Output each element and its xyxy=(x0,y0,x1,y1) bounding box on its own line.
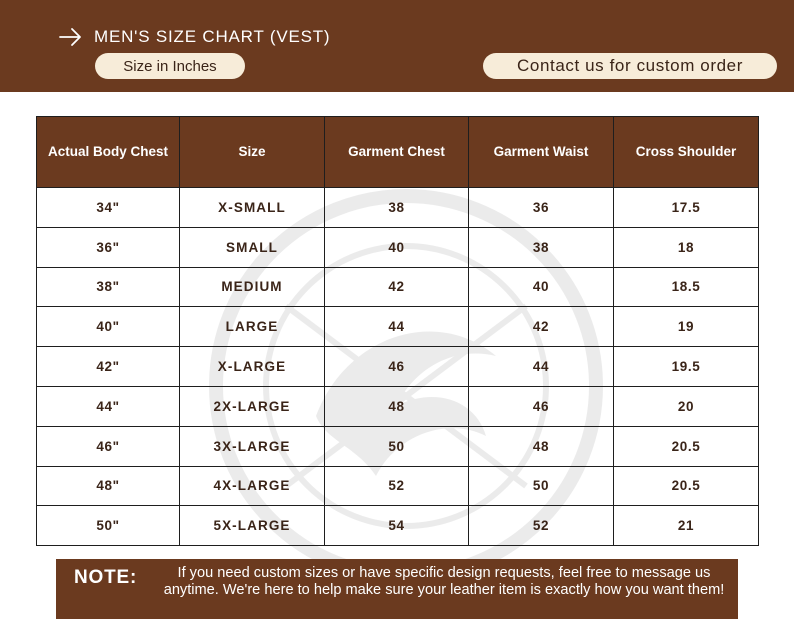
table-row xyxy=(37,227,759,267)
unit-badge: Size in Inches xyxy=(95,53,245,79)
cell-size: X-LARGE xyxy=(180,347,325,387)
cell-garment-waist: 36 xyxy=(469,188,614,228)
cell-size: 4X-LARGE xyxy=(180,466,325,506)
header-cross-shoulder: Cross Shoulder xyxy=(614,117,759,188)
contact-custom-order-button[interactable]: Contact us for custom order xyxy=(483,53,777,79)
cell-garment-chest: 44 xyxy=(325,307,469,347)
cell-garment-chest: 54 xyxy=(325,506,469,546)
cell-body-chest: 34" xyxy=(37,188,180,228)
note-text: If you need custom sizes or have specific design requests, feel free to message us anytime. We're here to help make sure your leather item is exactly how you want them! xyxy=(163,565,725,598)
header-banner xyxy=(0,0,794,92)
cell-cross-shoulder: 21 xyxy=(614,506,759,546)
cell-garment-waist: 46 xyxy=(469,386,614,426)
cell-cross-shoulder: 17.5 xyxy=(614,188,759,228)
cell-cross-shoulder: 18.5 xyxy=(614,267,759,307)
arrow-right-icon xyxy=(58,24,84,50)
table-row xyxy=(37,386,759,426)
cell-size: 3X-LARGE xyxy=(180,426,325,466)
header-size: Size xyxy=(180,117,325,188)
table-row xyxy=(37,506,759,546)
table-row xyxy=(37,426,759,466)
table-row xyxy=(37,188,759,228)
header-garment-chest: Garment Chest xyxy=(325,117,469,188)
table-row xyxy=(37,267,759,307)
cell-garment-chest: 42 xyxy=(325,267,469,307)
header-garment-waist: Garment Waist xyxy=(469,117,614,188)
cell-size: LARGE xyxy=(180,307,325,347)
header-actual-body-chest: Actual Body Chest xyxy=(37,117,180,188)
cell-size: MEDIUM xyxy=(180,267,325,307)
size-chart-container xyxy=(36,116,758,546)
cell-cross-shoulder: 20.5 xyxy=(614,426,759,466)
cell-body-chest: 38" xyxy=(37,267,180,307)
cell-garment-waist: 38 xyxy=(469,227,614,267)
cell-garment-waist: 42 xyxy=(469,307,614,347)
cell-body-chest: 48" xyxy=(37,466,180,506)
table-row xyxy=(37,347,759,387)
table-row xyxy=(37,466,759,506)
cell-garment-chest: 38 xyxy=(325,188,469,228)
cell-body-chest: 36" xyxy=(37,227,180,267)
table-header-row xyxy=(37,117,759,188)
cell-garment-chest: 46 xyxy=(325,347,469,387)
cell-cross-shoulder: 20 xyxy=(614,386,759,426)
cell-garment-chest: 52 xyxy=(325,466,469,506)
cell-garment-chest: 48 xyxy=(325,386,469,426)
cell-cross-shoulder: 18 xyxy=(614,227,759,267)
note-label: NOTE: xyxy=(74,567,138,588)
size-chart-table xyxy=(36,116,759,546)
cell-garment-waist: 50 xyxy=(469,466,614,506)
cell-body-chest: 44" xyxy=(37,386,180,426)
cell-garment-waist: 52 xyxy=(469,506,614,546)
note-banner xyxy=(56,559,738,619)
cell-garment-waist: 40 xyxy=(469,267,614,307)
cell-cross-shoulder: 20.5 xyxy=(614,466,759,506)
cell-garment-waist: 48 xyxy=(469,426,614,466)
cell-size: 5X-LARGE xyxy=(180,506,325,546)
title-row xyxy=(58,24,330,50)
cell-garment-chest: 50 xyxy=(325,426,469,466)
cell-cross-shoulder: 19 xyxy=(614,307,759,347)
table-row xyxy=(37,307,759,347)
cell-body-chest: 40" xyxy=(37,307,180,347)
cell-body-chest: 50" xyxy=(37,506,180,546)
page-title: MEN'S SIZE CHART (VEST) xyxy=(94,27,331,46)
cell-size: SMALL xyxy=(180,227,325,267)
cell-body-chest: 46" xyxy=(37,426,180,466)
cell-cross-shoulder: 19.5 xyxy=(614,347,759,387)
cell-body-chest: 42" xyxy=(37,347,180,387)
cell-garment-chest: 40 xyxy=(325,227,469,267)
cell-garment-waist: 44 xyxy=(469,347,614,387)
cell-size: X-SMALL xyxy=(180,188,325,228)
cell-size: 2X-LARGE xyxy=(180,386,325,426)
